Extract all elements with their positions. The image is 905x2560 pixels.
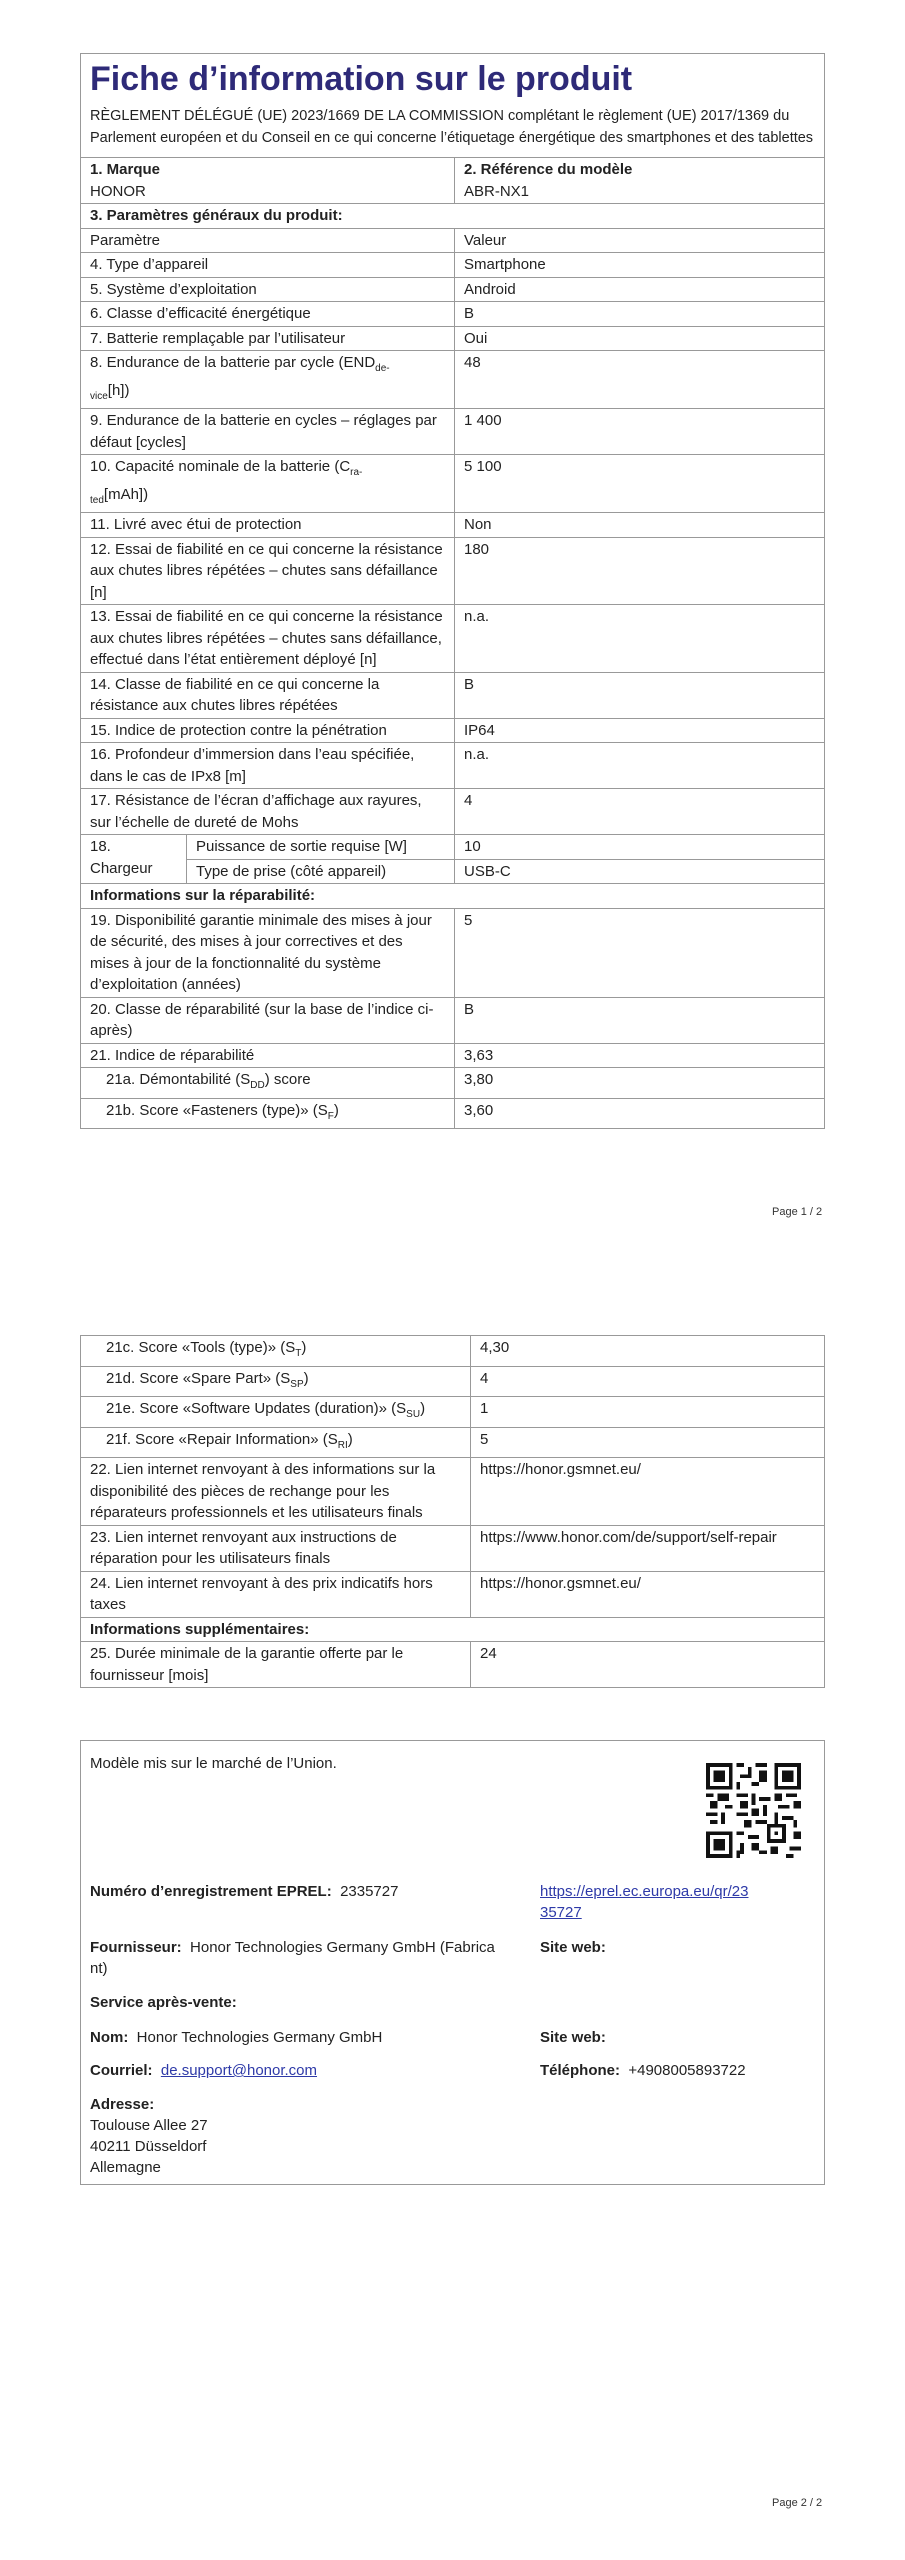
phone-line [540,2060,746,2081]
table-row [81,409,825,455]
label-text: ) [347,1430,353,1448]
table-row [81,351,825,409]
table-row [81,1098,825,1129]
row-value: n.a. [455,743,825,789]
table-row [81,326,825,351]
label-text: ) score [264,1071,311,1089]
website-label: Site web: [540,1939,606,1956]
table-row [81,997,825,1043]
label-sub: de- [375,363,390,375]
row-value: Non [455,513,825,538]
row-value: 24 [471,1642,825,1688]
email-label: Courriel: [90,2062,153,2079]
table-row [81,908,825,997]
row-value: Android [455,277,825,302]
label-text: ) [420,1400,426,1417]
row-label: 22. Lien internet renvoyant à des informations sur la disponibilité des pièces de rechange pour les réparateurs professionnels et les utilisateurs finals [81,1458,471,1526]
repair-table-continued [80,1335,825,1688]
table-row [81,1525,825,1571]
charger-label: 18. Chargeur [81,835,187,883]
page-number-2: Page 2 / 2 [772,2497,823,2509]
row-value: 5 [471,1427,825,1458]
row-label [81,1366,471,1397]
table-row [81,672,825,718]
eprel-link-text[interactable]: https://eprel.ec.europa.eu/qr/23 [540,1883,749,1900]
row-label: 20. Classe de réparabilité (sur la base de l’indice ci-après) [81,997,455,1043]
table-row [81,513,825,538]
label-text: 21e. Score «Software Updates (duration)» (S [106,1400,407,1417]
row-label [81,1068,455,1099]
label-sub: SU [406,1409,421,1420]
table-row [81,455,825,513]
eprel-number: 2335727 [340,1883,399,1900]
label-sub: vice [90,390,108,402]
address-label: Adresse: [90,2096,155,2113]
table-row [81,1043,825,1068]
label-text: ) [303,1369,309,1387]
table-row [81,1427,825,1458]
label-sub: SP [290,1378,304,1390]
charger-power-value: 10 [455,835,824,860]
page-2 [80,1335,825,1688]
service-label: Service après-vente: [90,1994,237,2011]
row-value: 3,80 [455,1068,825,1099]
row-label: 6. Classe d’efficacité énergétique [81,302,455,327]
row-value: B [455,302,825,327]
row-label: 14. Classe de fiabilité en ce qui concerne la résistance aux chutes libres répétées [81,672,455,718]
section-row [81,204,825,229]
address-block [90,2094,208,2178]
label-text: 21f. Score «Repair Information» (S [106,1430,338,1448]
model-cell [455,158,825,204]
table-row [81,718,825,743]
table-row [81,835,825,884]
address-line: 40211 Düsseldorf [90,2138,207,2155]
row-value: Smartphone [455,253,825,278]
address-line: Allemagne [90,2159,161,2176]
page-1 [80,53,825,1129]
row-label [81,351,455,409]
supplier-value: nt) [90,1960,108,1977]
row-label [81,1336,471,1367]
qr-code-icon[interactable] [706,1763,801,1858]
label-sub: T [295,1348,302,1359]
page-number-1: Page 1 / 2 [772,1206,823,1218]
row-label: 21. Indice de réparabilité [81,1043,455,1068]
label-text: 21d. Score «Spare Part» (S [106,1369,291,1387]
row-label: 4. Type d’appareil [81,253,455,278]
row-label: 17. Résistance de l’écran d’affichage aux rayures, sur l’échelle de dureté de Mohs [81,789,455,835]
supplier-line [90,1937,530,1979]
eprel-link-text[interactable]: 35727 [540,1904,582,1921]
table-row [81,537,825,605]
phone-label: Téléphone: [540,2062,621,2079]
row-label: 5. Système d’exploitation [81,277,455,302]
model-label: 2. Référence du modèle [464,161,633,179]
row-label: 13. Essai de fiabilité en ce qui concerne la résistance aux chutes libres répétées – chutes sans défaillance, effectué dans l’état entièrement déployé [n] [81,605,455,673]
supplier-value: Honor Technologies Germany GmbH (Fabrica [190,1939,495,1956]
eprel-label: Numéro d’enregistrement EPREL: [90,1883,332,1900]
row-value: n.a. [455,605,825,673]
label-sub: ra- [350,467,363,479]
eprel-line [90,1881,398,1902]
row-value: 180 [455,537,825,605]
table-row [81,302,825,327]
table-row [81,743,825,789]
param-header: Paramètre [81,228,455,253]
row-label: 7. Batterie remplaçable par l’utilisateur [81,326,455,351]
row-value: 3,63 [455,1043,825,1068]
table-row [81,1458,825,1526]
row-label: 19. Disponibilité garantie minimale des mises à jour de sécurité, des mises à jour correctives et des mises à jour de la fonctionnalité du système d’exploitation (années) [81,908,455,997]
row-value: 5 [455,908,825,997]
label-text: ) [301,1339,307,1356]
name-value: Honor Technologies Germany GmbH [136,2029,383,2046]
row-label: 11. Livré avec étui de protection [81,513,455,538]
row-value: 3,60 [455,1098,825,1129]
table-row [81,1336,825,1367]
label-sub: F [327,1110,334,1122]
table-row [81,277,825,302]
page-title: Fiche d’information sur le produit [90,60,633,98]
value-header: Valeur [455,228,825,253]
row-label [81,1098,455,1129]
charger-plug-value: USB-C [464,862,511,880]
label-sub: RI [337,1439,348,1451]
row-value: B [455,997,825,1043]
row-label: 15. Indice de protection contre la pénétration [81,718,455,743]
section-extra: Informations supplémentaires: [81,1617,825,1642]
market-note: Modèle mis sur le marché de l’Union. [90,1755,337,1772]
label-text: 21a. Démontabilité (S [106,1071,251,1089]
row-value: 1 [471,1397,825,1428]
row-label: 9. Endurance de la batterie en cycles – réglages par défaut [cycles] [81,409,455,455]
charger-power-label: Puissance de sortie requise [W] [187,835,455,859]
label-text: ) [333,1101,339,1119]
row-value: 4 [471,1366,825,1397]
row-label [81,1397,471,1428]
table-row [81,1068,825,1099]
table-row [81,1366,825,1397]
charger-plug-label: Type de prise (côté appareil) [196,862,387,880]
row-label: 24. Lien internet renvoyant à des prix indicatifs hors taxes [81,1571,471,1617]
row-value: 1 400 [455,409,825,455]
brand-cell [81,158,455,204]
email-line [90,2060,317,2081]
row-value: 5 100 [455,455,825,513]
label-text: 8. Endurance de la batterie par cycle (END [90,354,376,372]
label-sub: DD [250,1080,265,1092]
label-text: [h]) [107,381,130,399]
row-label: 16. Profondeur d’immersion dans l’eau spécifiée, dans le cas de IPx8 [m] [81,743,455,789]
table-row [81,253,825,278]
label-sub: ted [90,494,104,506]
spare-parts-link[interactable]: https://honor.gsmnet.eu/ [471,1458,825,1526]
row-value: B [455,672,825,718]
model-value: ABR-NX1 [464,182,530,200]
product-table [80,157,825,1129]
section-row [81,884,825,909]
section-repair: Informations sur la réparabilité: [81,884,825,909]
eprel-link[interactable] [540,1881,790,1923]
table-row [81,1642,825,1688]
row-value: IP64 [455,718,825,743]
email-link[interactable]: de.support@honor.com [160,2062,318,2079]
label-text: 21b. Score «Fasteners (type)» (S [106,1101,328,1119]
row-label: 25. Durée minimale de la garantie offerte par le fournisseur [mois] [81,1642,471,1688]
label-text: [mAh]) [103,485,149,503]
phone-value: +4908005893722 [628,2062,746,2079]
label-text: 21c. Score «Tools (type)» (S [106,1339,296,1356]
table-row [81,228,825,253]
supplier-label: Fournisseur: [90,1939,182,1956]
name-label: Nom: [90,2029,129,2046]
row-label [81,455,455,513]
prices-link[interactable]: https://honor.gsmnet.eu/ [471,1571,825,1617]
row-label: 12. Essai de fiabilité en ce qui concerne la résistance aux chutes libres répétées – chutes sans défaillance [n] [81,537,455,605]
address-line: Toulouse Allee 27 [90,2117,208,2134]
table-row [81,1571,825,1617]
charger-values [455,835,825,884]
row-label [81,1427,471,1458]
regulation-text: RÈGLEMENT DÉLÉGUÉ (UE) 2023/1669 DE LA COMMISSION complétant le règlement (UE) 2017/1369 du Parlement européen et du Conseil en ce qui concerne l’étiquetage énergétique des smartphones et des tablettes [90,108,814,147]
label-text: 10. Capacité nominale de la batterie (C [90,458,351,476]
document-header [80,53,825,157]
table-row [81,789,825,835]
row-value: 4,30 [471,1336,825,1367]
section-general: 3. Paramètres généraux du produit: [81,204,825,229]
row-value: 48 [455,351,825,409]
website-label-2: Site web: [540,2029,606,2046]
table-row [81,1397,825,1428]
row-label: 23. Lien internet renvoyant aux instructions de réparation pour les utilisateurs finals [81,1525,471,1571]
repair-instructions-link[interactable]: https://www.honor.com/de/support/self-repair [471,1525,825,1571]
charger-subtable [81,835,454,883]
row-value: 4 [455,789,825,835]
section-row [81,1617,825,1642]
table-row [81,605,825,673]
table-row [81,158,825,204]
name-line [90,2027,382,2048]
supplier-info-box [80,1740,825,2185]
row-value: Oui [455,326,825,351]
brand-label: 1. Marque [90,161,161,179]
charger-cell [81,835,455,884]
brand-value: HONOR [90,182,146,200]
